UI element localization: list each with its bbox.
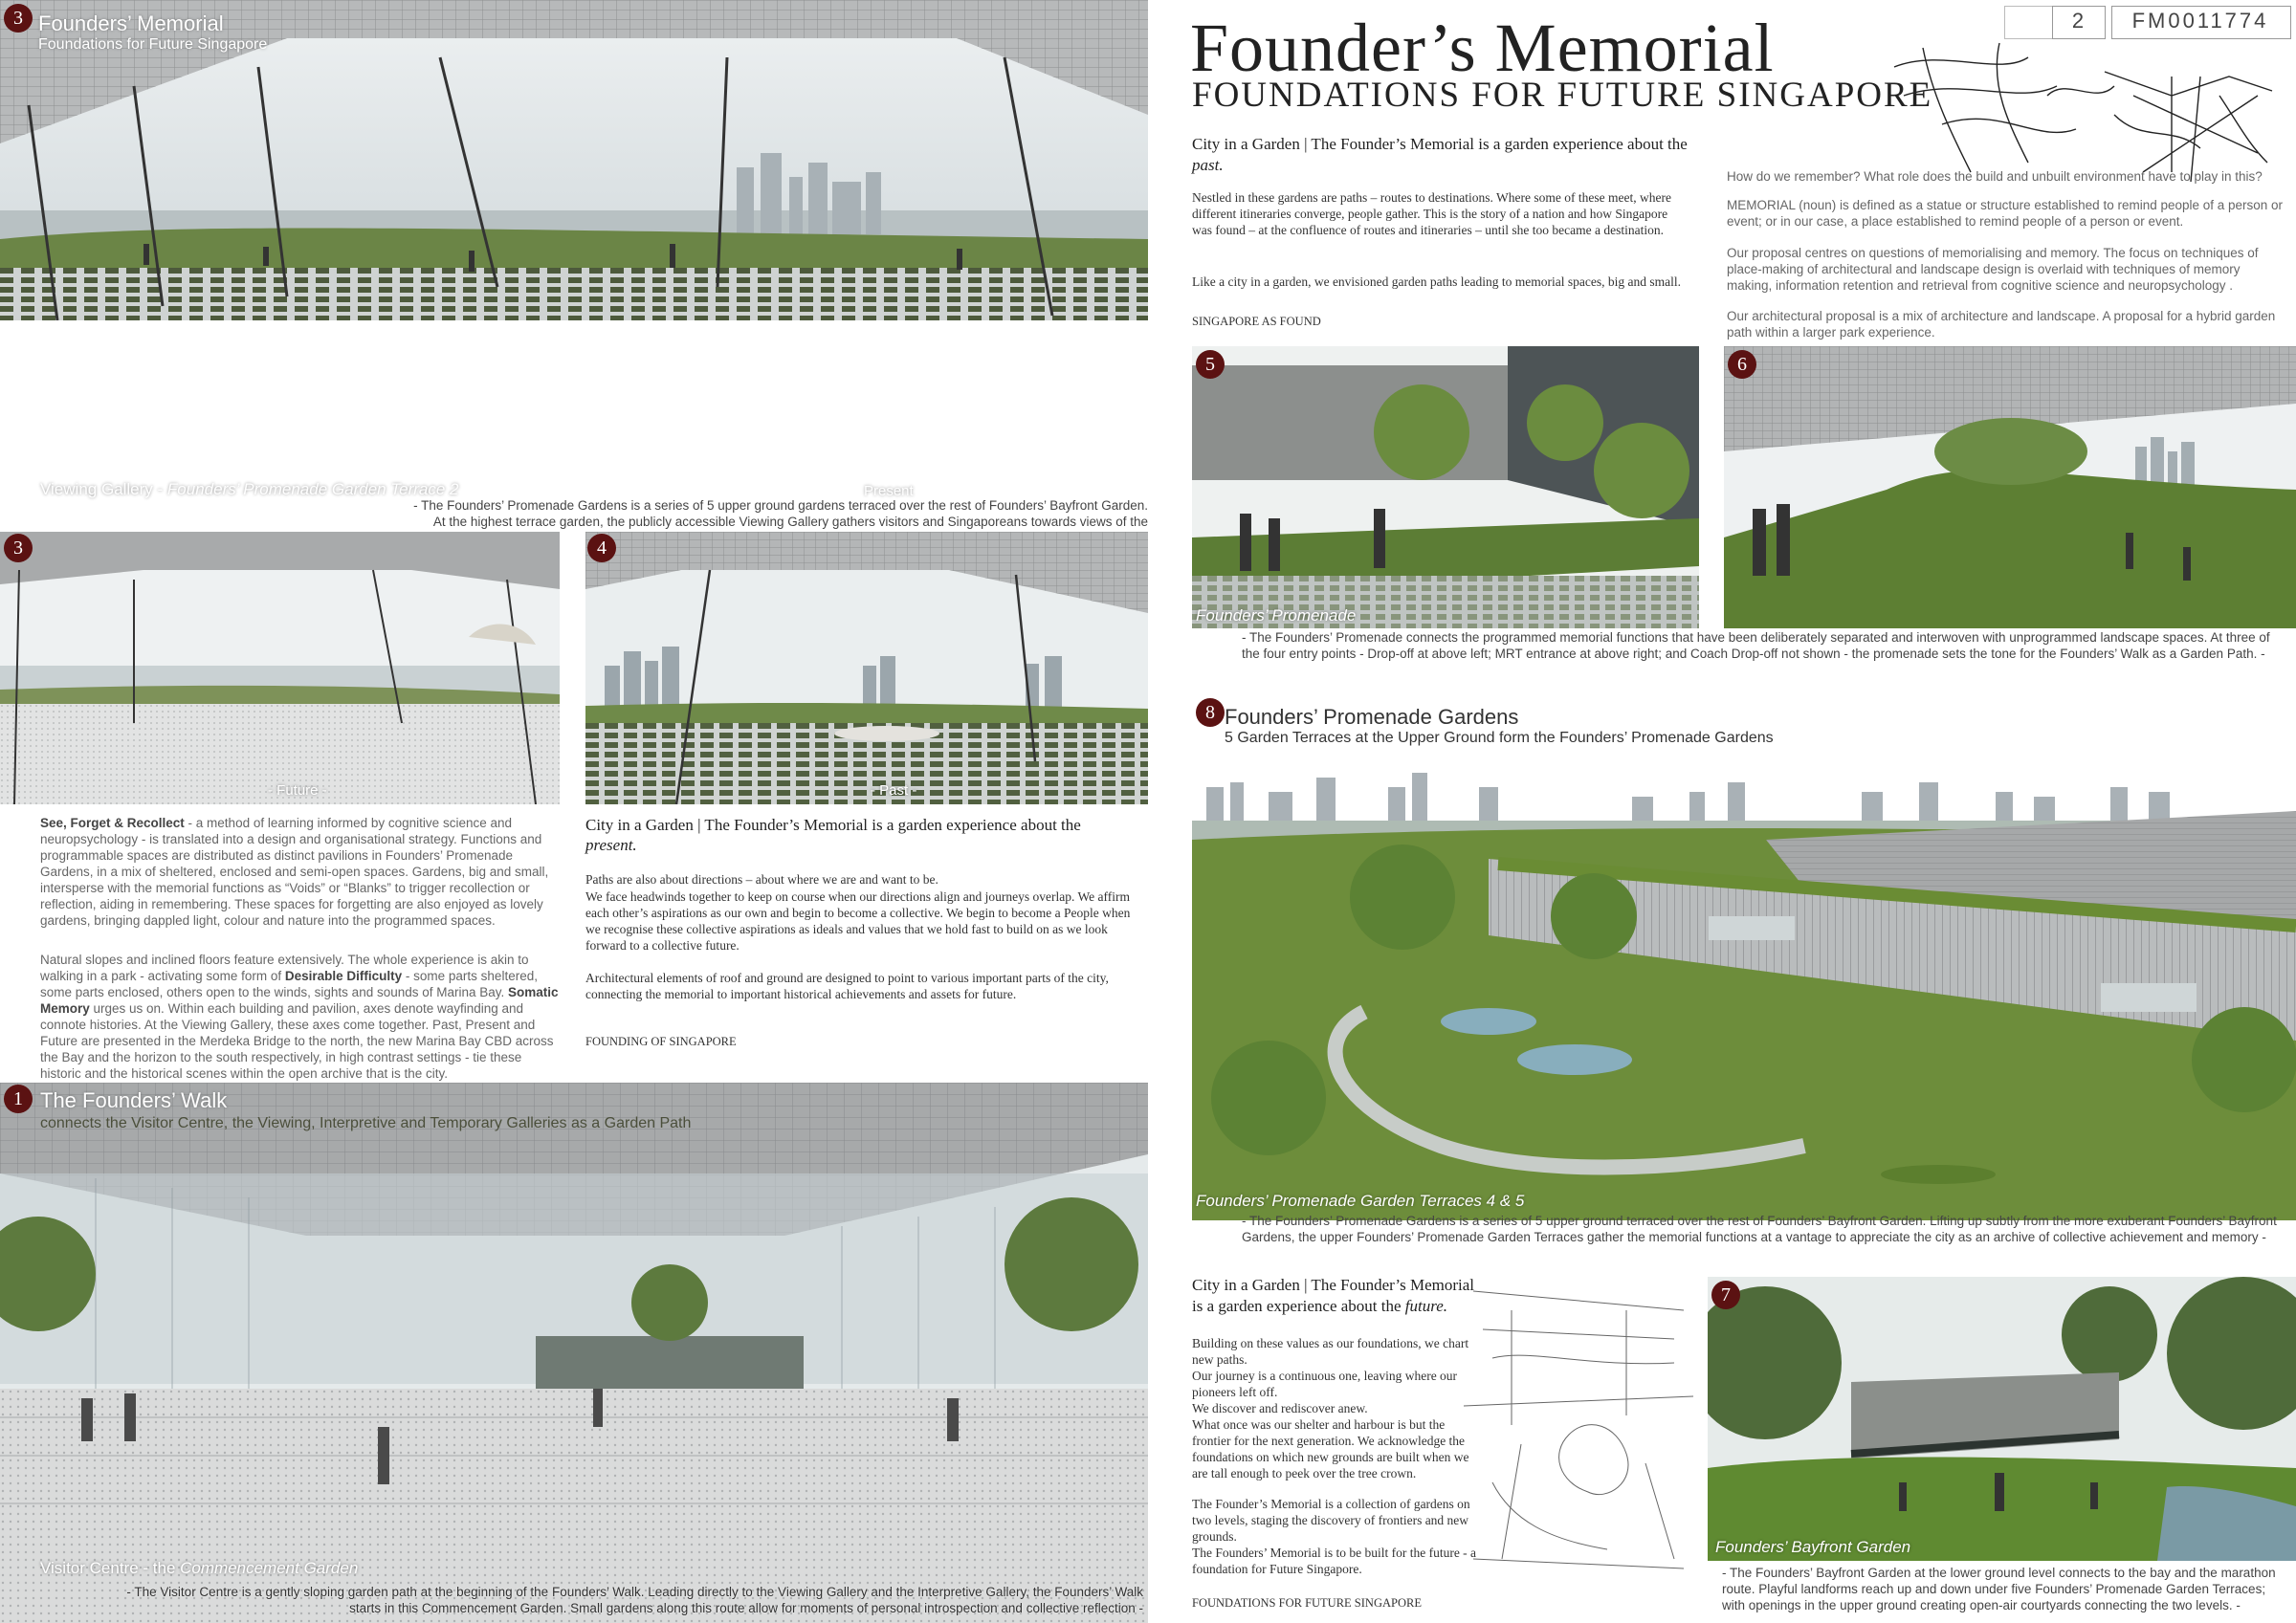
label-plain: Viewing Gallery - [40,480,167,498]
gardens-subtitle: 5 Garden Terraces at the Upper Ground form the Founders’ Promenade Gardens [1225,730,1774,746]
future-p3: We discover and rediscover anew. [1192,1401,1368,1415]
future-number-badge: 3 [4,534,33,562]
future-p2: Our journey is a continuous one, leaving where our pioneers left off. [1192,1369,1458,1399]
past-p1: Nestled in these gardens are paths – routes to destinations. Where some of these meet, where different itineraries converge, people gather. This is the story of a nation and how Singapore was found – at the confluence of routes and itineraries – until she too became a destination. [1192,190,1671,237]
future-p6: The Founders’ Memorial is to be built for the future - a foundation for Future Singapore. [1192,1546,1477,1576]
main-subtitle: FOUNDATIONS FOR FUTURE SINGAPORE [1192,76,1933,115]
walk-caption: - The Visitor Centre is a gently sloping garden path at the beginning of the Founders’ Walk. Leading directly to the Viewing Gallery and the Interpretive Gallery, the Founders’ Walk starts in this Commencement Garden. Small gardens along this route allow for moments of personal introspection and collective reflection - [126,1585,1143,1615]
present-heading-text: City in a Garden | The Founder’s Memorial is a garden experience about the [585,816,1081,834]
panel-subtitle: Foundations for Future Singapore [38,36,268,53]
bayfront-number-badge: 7 [1711,1281,1740,1309]
walk-subtitle: connects the Visitor Centre, the Viewing, Interpretive and Temporary Galleries as a Garden Path [40,1115,692,1131]
walk-title: The Founders’ Walk [40,1088,228,1112]
present-p1: Paths are also about directions – about where we are and want to be. [585,872,938,887]
dd-part-a: Natural slopes and inclined floors feature extensively. The whole experience is akin to walking in a park - activating some form of [40,953,529,983]
present-heading-italic: present. [585,836,637,854]
founders-walk-render [0,1083,1148,1623]
present-footer: FOUNDING OF SINGAPORE [585,1035,737,1048]
see-forget-body: - a method of learning informed by cognitive science and neuropsychology - is translated into a design and organisational strategy. Functions and programmable spaces are distributed as distinct pavilions in Founders’ Promenade Gardens, in a mix of sheltered, enclosed and semi-open spaces. Gardens, big and small, intersperse with the memorial functions as “Voids” or “Blanks” to trigger recollection or reflection, aiding in remembering. These spaces for forgetting are also enjoyed as lovely gardens, bringing dappled light, colour and nature into the programmed spaces. [40,816,549,928]
see-forget-heading: See, Forget & Recollect [40,816,185,830]
desirable-difficulty-text [40,952,564,1082]
gardens-label: Founders’ Promenade Garden Terraces 4 & 5 [1196,1192,1525,1210]
render-label [40,480,459,499]
promenade-gardens-render [1192,696,2296,1220]
past-footer: SINGAPORE AS FOUND [1192,315,1321,328]
bayfront-garden-render [1708,1277,2296,1561]
past-p2: Like a city in a garden, we envisioned garden paths leading to memorial spaces, big and small. [1192,274,1681,289]
present-p3: Architectural elements of roof and ground are designed to point to various important parts of the city, connecting the memorial to important historical achievements and assets for future. [585,971,1109,1001]
past-heading-italic: past. [1192,156,1224,174]
gardens-caption: - The Founders’ Promenade Gardens is a series of 5 upper ground terraced over the rest of Founders’ Bayfront Garden. Lifting up subtly from the more exuberant Founders’ Bayfront Gardens, the upper Founders’ Promenade Garden Terraces gather the memorial functions at a vantage to appreciate the city as an archive of collective achievement and memory - [1242,1214,2277,1244]
memorial-definition: MEMORIAL (noun) is defined as a statue or structure established to remind people of a person or event; or in our case, a place established to remind people of a person or event. [1727,198,2284,229]
future-footer: FOUNDATIONS FOR FUTURE SINGAPORE [1192,1596,1422,1610]
how-remember-question: How do we remember? What role does the build and unbuilt environment have to play in this? [1727,169,2263,184]
present-heading [585,815,1136,855]
somatic-memory-bold: Somatic Memory [40,985,559,1016]
gardens-number-badge: 8 [1196,698,1225,727]
dd-part-b: - some parts sheltered, some parts enclosed, others open to the winds, sights and sounds of Marina Bay. [40,969,538,999]
past-number-badge: 4 [587,534,616,562]
promenade-label: Founders’ Promenade [1196,606,1357,625]
past-heading-text: City in a Garden | The Founder’s Memorial is a garden experience about the [1192,135,1688,153]
walk-number-badge: 1 [4,1085,33,1113]
gardens-title: Founders’ Promenade Gardens [1225,705,1519,729]
future-heading [1192,1275,1489,1317]
walk-label-plain: Visitor Centre - the [40,1559,181,1577]
future-tag: - Future - [268,782,327,799]
desirable-difficulty-bold: Desirable Difficulty [284,969,403,983]
past-view-render [585,532,1148,804]
future-heading-text: City in a Garden | The Founder’s Memorial is a garden experience about the [1192,1276,1475,1315]
view-number-badge: 3 [4,4,33,33]
main-title: Founder’s Memorial [1190,10,1775,86]
walk-render-label [40,1559,358,1578]
see-forget-recollect-text [40,815,564,929]
future-p4: What once was our shelter and harbour is but the frontier for the next generation. We acknowledge the foundations on which new grounds are built when we are tall enough to peek over the tree crown. [1192,1417,1469,1480]
page-number: 2 [2071,9,2085,33]
future-p5: The Founder’s Memorial is a collection of gardens on two levels, staging the discovery of frontiers and new grounds. [1192,1497,1470,1544]
dd-part-c: urges us on. Within each building and pavilion, axes denote wayfinding and connote histories. At the Viewing Gallery, these axes come together. Past, Present and Future are presented in the Merdeka Bridge to the north, the new Marina Bay CBD across the Bay and the horizon to the south respectively, in high contrast settings - tie these historic and the historical scenes within the open archive that is the city. [40,1001,554,1081]
future-p1: Building on these values as our foundations, we chart new paths. [1192,1336,1469,1367]
panel-title: Founders’ Memorial [38,11,224,35]
past-heading [1192,134,1709,176]
walk-label-italic: Commencement Garden [180,1559,359,1577]
promenade-mrt-render [1724,346,2296,628]
pencil-sketch [1454,1272,1703,1588]
promenade-6-badge: 6 [1728,350,1756,379]
promenade-5-badge: 5 [1196,350,1225,379]
promenade-dropoff-render [1192,346,1699,628]
code-text: FM0011774 [2131,9,2269,33]
bayfront-caption: - The Founders’ Bayfront Garden at the lower ground level connects to the bay and the marathon route. Playful landforms reach up and down under five Founders’ Promenade Garden Terraces; with openings in the upper ground creating open-air courtyards connecting the two levels. - [1722,1566,2276,1612]
promenade-caption: - The Founders’ Promenade connects the programmed memorial functions that have been deliberately separated and interwoven with unprogrammed landscape spaces. At three of the four entry points - Drop-off at above left; MRT entrance at above right; and Coach Drop-off not shown - the promenade sets the tone for the Founders’ Walk as a Garden Path. - [1242,630,2270,661]
bayfront-label: Founders’ Bayfront Garden [1715,1538,1911,1556]
present-p2: We face headwinds together to keep on course when our directions align and journeys overlap. We affirm each other’s aspirations as our own and begin to become a collective. We begin to become a People when we recognise these collective aspirations as ideals and values that we hold fast to build on as we look forward to a collective future. [585,889,1131,953]
viewing-gallery-caption: - The Founders’ Promenade Gardens is a series of 5 upper ground gardens terraced over the rest of Founders’ Bayfront Garden. At the highest terrace garden, the publicly accessible Viewing Gallery gathers visitors and Singaporeans towards views of the [413,498,1148,529]
future-heading-italic: future. [1404,1297,1448,1315]
proposal-focus-text: Our proposal centres on questions of memorialising and memory. The focus on techniques of place-making of architectural and landscape design is overlaid with techniques of memory making, information retention and retrieval from cognitive science and neuropsychology . [1727,246,2259,293]
future-view-render [0,532,560,804]
past-tag: - Past - [871,782,917,799]
present-tag: Present [864,483,914,499]
label-italic: Founders’ Promenade Garden Terrace 2 [166,480,459,498]
architectural-proposal-text: Our architectural proposal is a mix of architecture and landscape. A proposal for a hybrid garden path within a larger park experience. [1727,309,2276,340]
